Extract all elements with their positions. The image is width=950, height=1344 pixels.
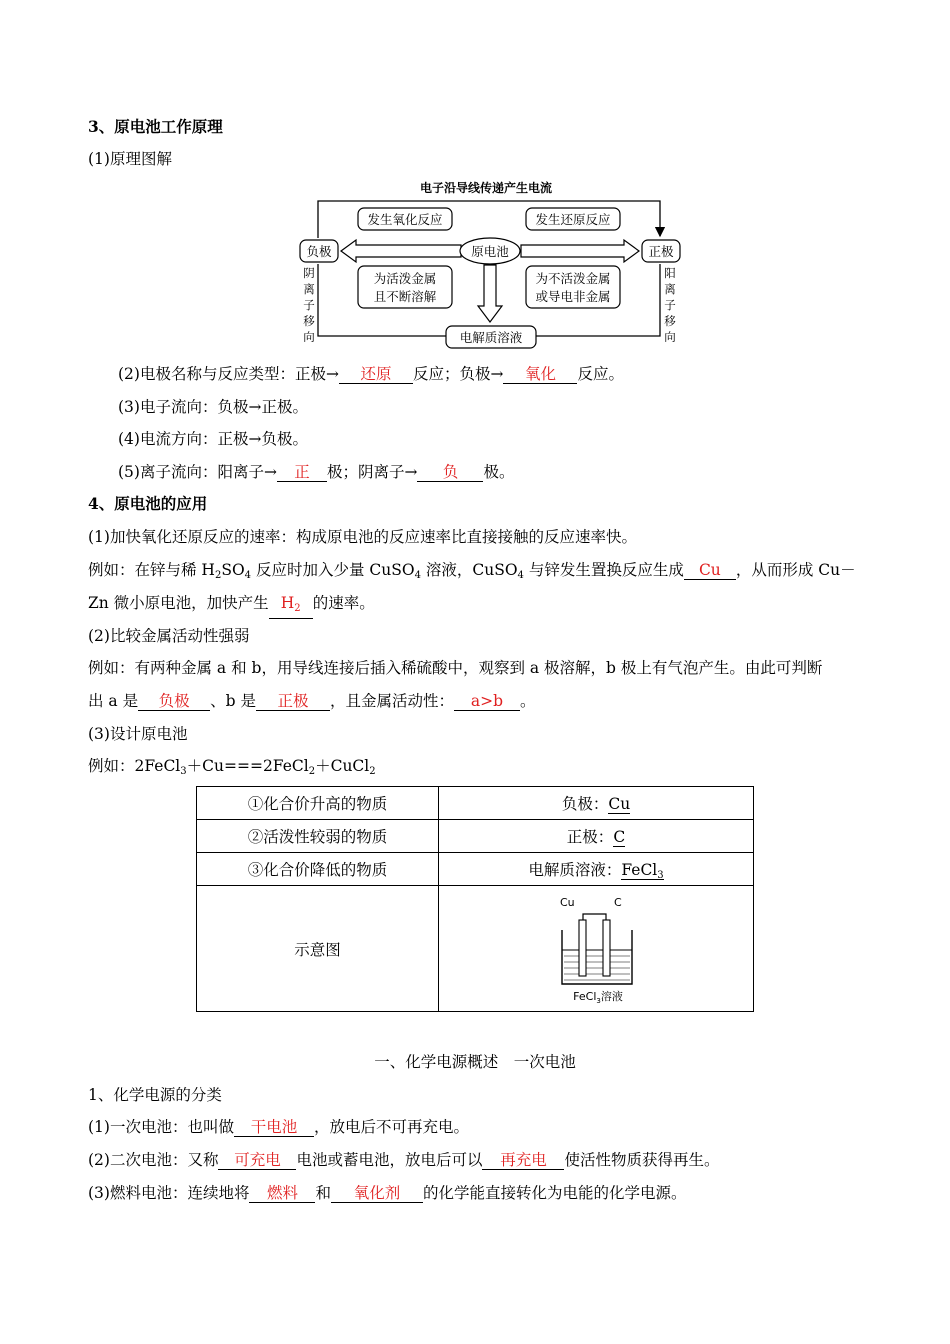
anion-migration-label [303,266,315,344]
cu-electrode-label: Cu [560,895,575,909]
c-electrode-label: C [614,895,622,909]
answer-blank: 再充电 [482,1151,564,1170]
right-arrow-icon [521,240,639,262]
svg-text:子: 子 [664,298,676,312]
fuel-cell-line: (3)燃料电池：连续地将 燃料 和 氧化剂 的化学能直接转化为电能的化学电源。 [88,1184,687,1202]
galvanic-cell-diagram [296,176,686,356]
positive-desc-1: 为不活泼金属 [535,271,611,286]
answer-blank: Cu [684,561,736,580]
diagram-top-label: 电子沿导线传递产生电流 [419,181,553,195]
answer-blank: 可充电 [218,1151,296,1170]
svg-text:离: 离 [303,282,315,296]
answer-blank: a>b [454,692,520,711]
table-cell [439,886,754,1012]
answer-blank: 正 [277,463,327,482]
example-1b-line: Zn 微小原电池，加快产生 $H_2$ 的速率。 [88,593,375,619]
table-cell: 正极：C [439,820,754,853]
beaker-schematic [546,892,646,1006]
solution-label: FeCl$_3$溶液 [573,989,623,1005]
svg-text:阴: 阴 [303,266,315,280]
answer-blank: 氧化剂 [331,1184,423,1203]
svg-text:离: 离 [664,282,676,296]
beaker-icon [562,930,632,984]
app-1-line: (1)加快氧化还原反应的速率：构成原电池的反应速率比直接接触的反应速率快。 [88,528,637,546]
negative-desc-1: 为活泼金属 [373,271,437,286]
table-row [197,820,754,853]
cell-label: 原电池 [471,244,509,259]
down-arrow-icon [478,265,502,322]
oxidation-label: 发生氧化反应 [367,212,443,227]
section-3-title: 3、原电池工作原理 [88,117,223,136]
answer-blank: 还原 [339,365,413,384]
reduction-label: 发生还原反应 [535,212,611,227]
answer-blank: 氧化 [503,365,577,384]
secondary-cell-line: (2)二次电池：又称 可充电 电池或蓄电池，放电后可以 再充电 使活性物质获得再生。 [88,1151,720,1169]
svg-text:子: 子 [303,298,315,312]
svg-text:移: 移 [664,314,676,328]
answer-blank: $H_2$ [269,594,313,619]
svg-text:向: 向 [303,330,315,344]
table-cell: 电解质溶液：FeCl$_3$ [439,853,754,886]
table-row [197,853,754,886]
cu-electrode [579,920,586,976]
svg-text:阳: 阳 [664,266,676,280]
app-2-line: (2)比较金属活动性强弱 [88,627,250,645]
negative-desc-2: 且不断溶解 [373,289,437,304]
example-2b-line: 出 a 是 负极 、b 是 正极 ，且金属活动性： a>b 。 [88,692,536,710]
electrolyte-label: 电解质溶液 [459,330,523,345]
electrode-reaction-line: (2)电极名称与反应类型：正极→ 还原 反应；负极→ 氧化 反应。 [118,365,624,383]
positive-electrode-label: 正极 [648,244,674,259]
table-cell: ①化合价升高的物质 [197,787,439,820]
answer-blank: 干电池 [234,1118,314,1137]
table-cell: 负极：Cu [439,787,754,820]
answer-blank: 负 [417,463,483,482]
electron-flow-line: (3)电子流向：负极→正极。 [118,398,308,416]
table-cell: ③化合价降低的物质 [197,853,439,886]
primary-cell-line: (1)一次电池：也叫做 干电池 ，放电后不可再充电。 [88,1118,469,1136]
svg-text:向: 向 [664,330,676,344]
negative-electrode-label: 负极 [306,244,332,259]
cell-design-table [196,786,754,1012]
answer-blank: 正极 [256,692,330,711]
answer-blank: 负极 [138,692,210,711]
answer-blank: 燃料 [249,1184,315,1203]
left-arrow-icon [341,240,461,262]
app-3-line: (3)设计原电池 [88,725,188,743]
svg-text:移: 移 [303,314,315,328]
table-row [197,787,754,820]
table-cell: ②活泼性较弱的物质 [197,820,439,853]
section-4-title: 4、原电池的应用 [88,494,208,513]
cation-migration-label [664,266,676,344]
ion-flow-line: (5)离子流向：阳离子→ 正 极；阴离子→ 负 极。 [118,463,515,481]
section-heading: 一、化学电源概述 一次电池 [374,1053,576,1071]
example-1-line: 例如：在锌与稀 $H_2SO_4$ 反应时加入少量 CuSO$_4$ 溶液，CuSO$_4$ 与锌发生置换反应生成 Cu ，从而形成 Cu－ [88,561,856,581]
table-cell: 示意图 [197,886,439,1012]
table-row [197,886,754,1012]
example-3-line: 例如：2FeCl$_3$＋Cu===2FeCl$_2$＋CuCl$_2$ [88,757,376,777]
c-electrode [603,920,610,976]
diagram-caption: (1)原理图解 [88,150,172,168]
positive-desc-2: 或导电非金属 [535,289,611,304]
power-source-title: 1、化学电源的分类 [88,1086,222,1104]
example-2-line: 例如：有两种金属 a 和 b，用导线连接后插入稀硫酸中，观察到 a 极溶解，b 极上有气泡产生。由此可判断 [88,659,823,677]
current-direction-line: (4)电流方向：正极→负极。 [118,430,308,448]
